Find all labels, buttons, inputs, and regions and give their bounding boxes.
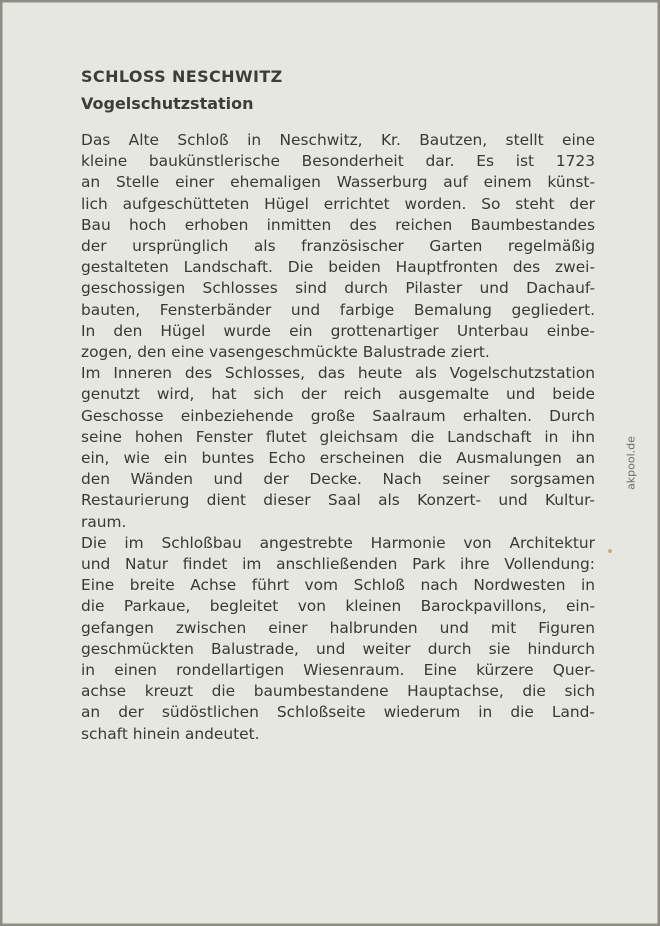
text-line: bauten, Fensterbänder und farbige Bemalung gegliedert. [81,300,595,319]
body-text [81,130,595,745]
text-line: lich aufgeschütteten Hügel errichtet worden. So steht der [81,194,595,213]
text-line: an Stelle einer ehemaligen Wasserburg auf einem künst- [81,173,595,192]
postcard-back [2,2,658,924]
text-line: seine hohen Fenster flutet gleichsam die Landschaft in ihn [81,427,595,446]
text-line: ein, wie ein buntes Echo erscheinen die Ausmalungen an [81,449,595,468]
text-line: zogen, den eine vasengeschmückte Balustrade ziert. [81,343,490,362]
text-line: Geschosse einbeziehende große Saalraum erhalten. Durch [81,406,595,425]
text-line: kleine baukünstlerische Besonderheit dar. Es ist 1723 [81,152,595,171]
text-line: In den Hügel wurde ein grottenartiger Unterbau einbe- [81,321,595,340]
text-line: genutzt wird, hat sich der reich ausgemalte und beide [81,385,595,404]
text-line: achse kreuzt die baumbestandene Hauptachse, die sich [81,682,595,701]
page-title: SCHLOSS NESCHWITZ [81,67,283,86]
text-line: Im Inneren des Schlosses, das heute als Vogelschutzstation [81,364,595,383]
watermark: akpool.de [624,436,638,490]
text-line: Eine breite Achse führt vom Schloß nach Nordwesten in [81,576,595,595]
text-line: und Natur findet im anschließenden Park ihre Vollendung: [81,555,595,574]
text-line: gestalteten Landschaft. Die beiden Hauptfronten des zwei- [81,258,595,277]
page-subtitle: Vogelschutzstation [81,94,254,113]
text-line: raum. [81,512,127,531]
text-line: geschmückten Balustrade, und weiter durch sie hindurch [81,639,595,658]
paper-speck [608,549,612,553]
text-line: geschossigen Schlosses sind durch Pilaster und Dachauf- [81,279,595,298]
text-line: Das Alte Schloß in Neschwitz, Kr. Bautzen, stellt eine [81,131,595,149]
text-line: der ursprünglich als französischer Garten regelmäßig [81,237,595,256]
text-line: Bau hoch erhoben inmitten des reichen Baumbestandes [81,215,595,234]
text-line: Die im Schloßbau angestrebte Harmonie von Architektur [81,533,595,552]
text-line: an der südöstlichen Schloßseite wiederum in die Land- [81,703,595,722]
text-line: gefangen zwischen einer halbrunden und mit Figuren [81,618,595,637]
text-line: die Parkaue, begleitet von kleinen Barockpavillons, ein- [81,597,595,616]
text-line: in einen rondellartigen Wiesenraum. Eine kürzere Quer- [81,661,595,680]
text-line: schaft hinein andeutet. [81,724,260,743]
text-line: den Wänden und der Decke. Nach seiner sorgsamen [81,470,595,489]
text-line: Restaurierung dient dieser Saal als Konzert- und Kultur- [81,491,595,510]
